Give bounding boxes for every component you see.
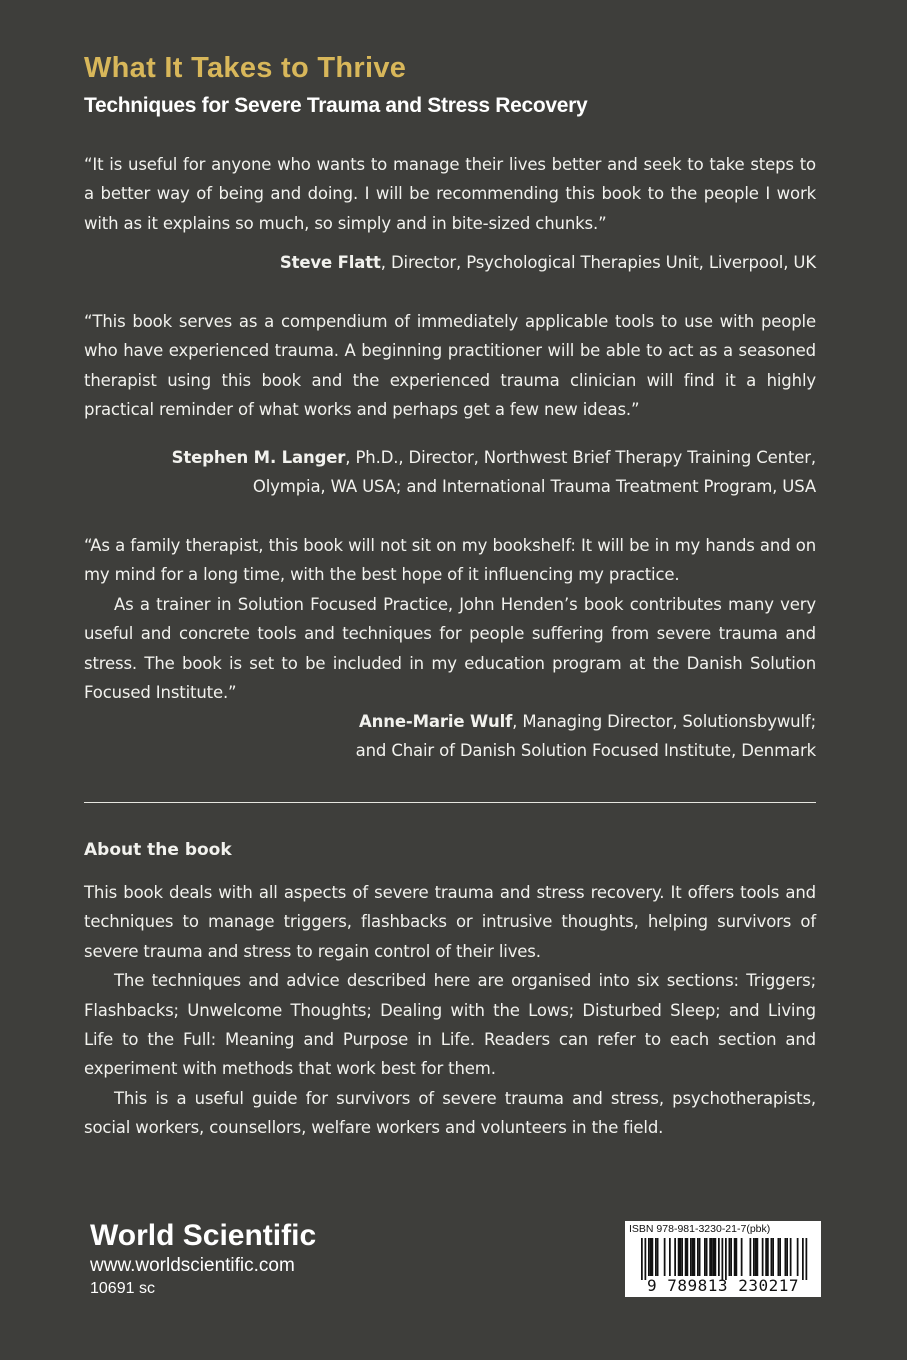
barcode-bar [772,1238,774,1276]
quote-text: “This book serves as a compendium of immediately applicable tools to use with people who have experienced trauma. A beginning practitioner will be able to act as a seasoned therapist using this book and the experienced trauma clinician will find it a highly practical reminder of what works and perhaps get a few new ideas.” [84,312,816,420]
barcode-bar [715,1238,717,1276]
barcode-bar [729,1238,731,1276]
isbn-label: ISBN 978-981-3230-21-7(pbk) [629,1223,771,1235]
isbn-barcode [625,1221,821,1297]
about-paragraph-3: This is a useful guide for survivors of severe trauma and stress, psychotherapists, social workers, counsellors, welfare workers and volunteers in the field. [84,1088,816,1138]
barcode-bar [681,1238,683,1276]
section-divider [84,802,816,803]
barcode-bar [790,1238,792,1276]
barcode-bar [725,1238,727,1280]
barcode-bar [645,1238,647,1280]
barcode-bar [767,1238,769,1276]
barcode-bar [652,1238,654,1276]
barcode-bar [730,1238,732,1276]
barcode-bar [755,1238,757,1276]
barcode-bar [669,1238,671,1276]
barcode-bar [757,1238,759,1276]
barcode-bar [741,1238,743,1276]
quote-paragraph-1: “As a family therapist, this book will not sit on my bookshelf: It will be in my hands and on my mind for a long time, with the best hope of it influencing my practice. [84,536,816,585]
barcode-bar [765,1238,767,1276]
barcode-bar [706,1238,708,1276]
endorsement-quote-3 [84,531,816,707]
endorser-role-line1: , Managing Director, Solutionsbywulf; [512,712,816,731]
about-paragraph-2: The techniques and advice described here are organised into six sections: Triggers; Flashbacks; Unwelcome Thoughts; Dealing with the Lows; Disturbed Sleep; and Living Life to the Full: Meaning and Purpose in Life. Readers can refer to each section and experiment with methods that work best for them. [84,971,816,1079]
quote-paragraph-2: As a trainer in Solution Focused Practice, John Henden’s book contributes many very useful and concrete tools and techniques for people suffering from severe trauma and stress. The book is set to be included in my education program at the Danish Solution Focused Institute.” [84,594,816,703]
publisher-name: World Scientific [90,1219,317,1252]
endorser-role-line1: , Ph.D., Director, Northwest Brief Therapy Training Center, [345,448,816,467]
publisher-code: 10691 sc [90,1280,155,1297]
endorsement-attribution-3 [84,707,816,766]
about-heading: About the book [84,840,232,860]
barcode-bar [771,1238,773,1276]
endorsement-attribution-1 [84,248,816,277]
barcode-bar [750,1238,752,1276]
endorser-name: Anne-Marie Wulf [359,712,513,731]
barcode-bar [802,1238,804,1280]
barcode-digits: 9 789813 230217 [647,1276,799,1295]
endorsement-quote-1 [84,150,816,238]
barcode-bar [690,1238,692,1276]
endorsement-quote-2 [84,307,816,425]
barcode-bar [687,1238,689,1276]
barcode-bar [704,1238,706,1276]
barcode-bar [694,1238,696,1276]
endorser-name: Stephen M. Langer [171,448,346,467]
barcode-bar [786,1238,788,1276]
barcode-bar [797,1238,799,1276]
barcode-bar [734,1238,736,1276]
barcode-bar [806,1238,808,1280]
barcode-bar [680,1238,682,1276]
barcode-bar [718,1238,720,1276]
barcode-bar [692,1238,694,1276]
barcode-bar [648,1238,650,1276]
barcode-bar [697,1238,699,1276]
barcode-bar [664,1238,666,1276]
barcode-bar [753,1238,755,1276]
book-title: What It Takes to Thrive [84,52,407,84]
endorser-role-line2: and Chair of Danish Solution Focused Institute, Denmark [355,741,816,761]
barcode-bar [778,1238,780,1276]
book-subtitle: Techniques for Severe Trauma and Stress Recovery [84,94,588,117]
barcode-bar [674,1238,676,1276]
barcode-bar [641,1238,643,1280]
endorsement-attribution-2 [84,443,816,502]
barcode-bar [711,1238,713,1276]
quote-text: “It is useful for anyone who wants to manage their lives better and seek to take steps to a better way of being and doing. I will be recommending this book to the people I work with as it explains so much, so simply and in bite-sized chunks.” [84,155,816,233]
barcode-bar [709,1238,711,1276]
barcode-bar [650,1238,652,1276]
barcode-bar [699,1238,701,1276]
about-paragraph-1: This book deals with all aspects of severe trauma and stress recovery. It offers tools and techniques to manage triggers, flashbacks or intrusive thoughts, helping survivors of severe trauma and stress to regain control of their lives. [84,883,816,961]
endorser-role: , Director, Psychological Therapies Unit, Liverpool, UK [380,253,816,272]
barcode-bar [762,1238,764,1276]
barcode-bar [655,1238,657,1276]
about-body [84,878,816,1143]
barcode-bar [657,1238,659,1276]
barcode-bar [678,1238,680,1276]
barcode-bar [779,1238,781,1276]
barcode-bar [685,1238,687,1276]
endorser-name: Steve Flatt [279,253,381,272]
endorser-role-line2: Olympia, WA USA; and International Trauma Treatment Program, USA [252,477,816,497]
publisher-url: www.worldscientific.com [90,1255,295,1276]
barcode-bar [736,1238,738,1276]
barcode-bar [713,1238,715,1276]
barcode-bar [785,1238,787,1276]
barcode-bar [722,1238,724,1280]
